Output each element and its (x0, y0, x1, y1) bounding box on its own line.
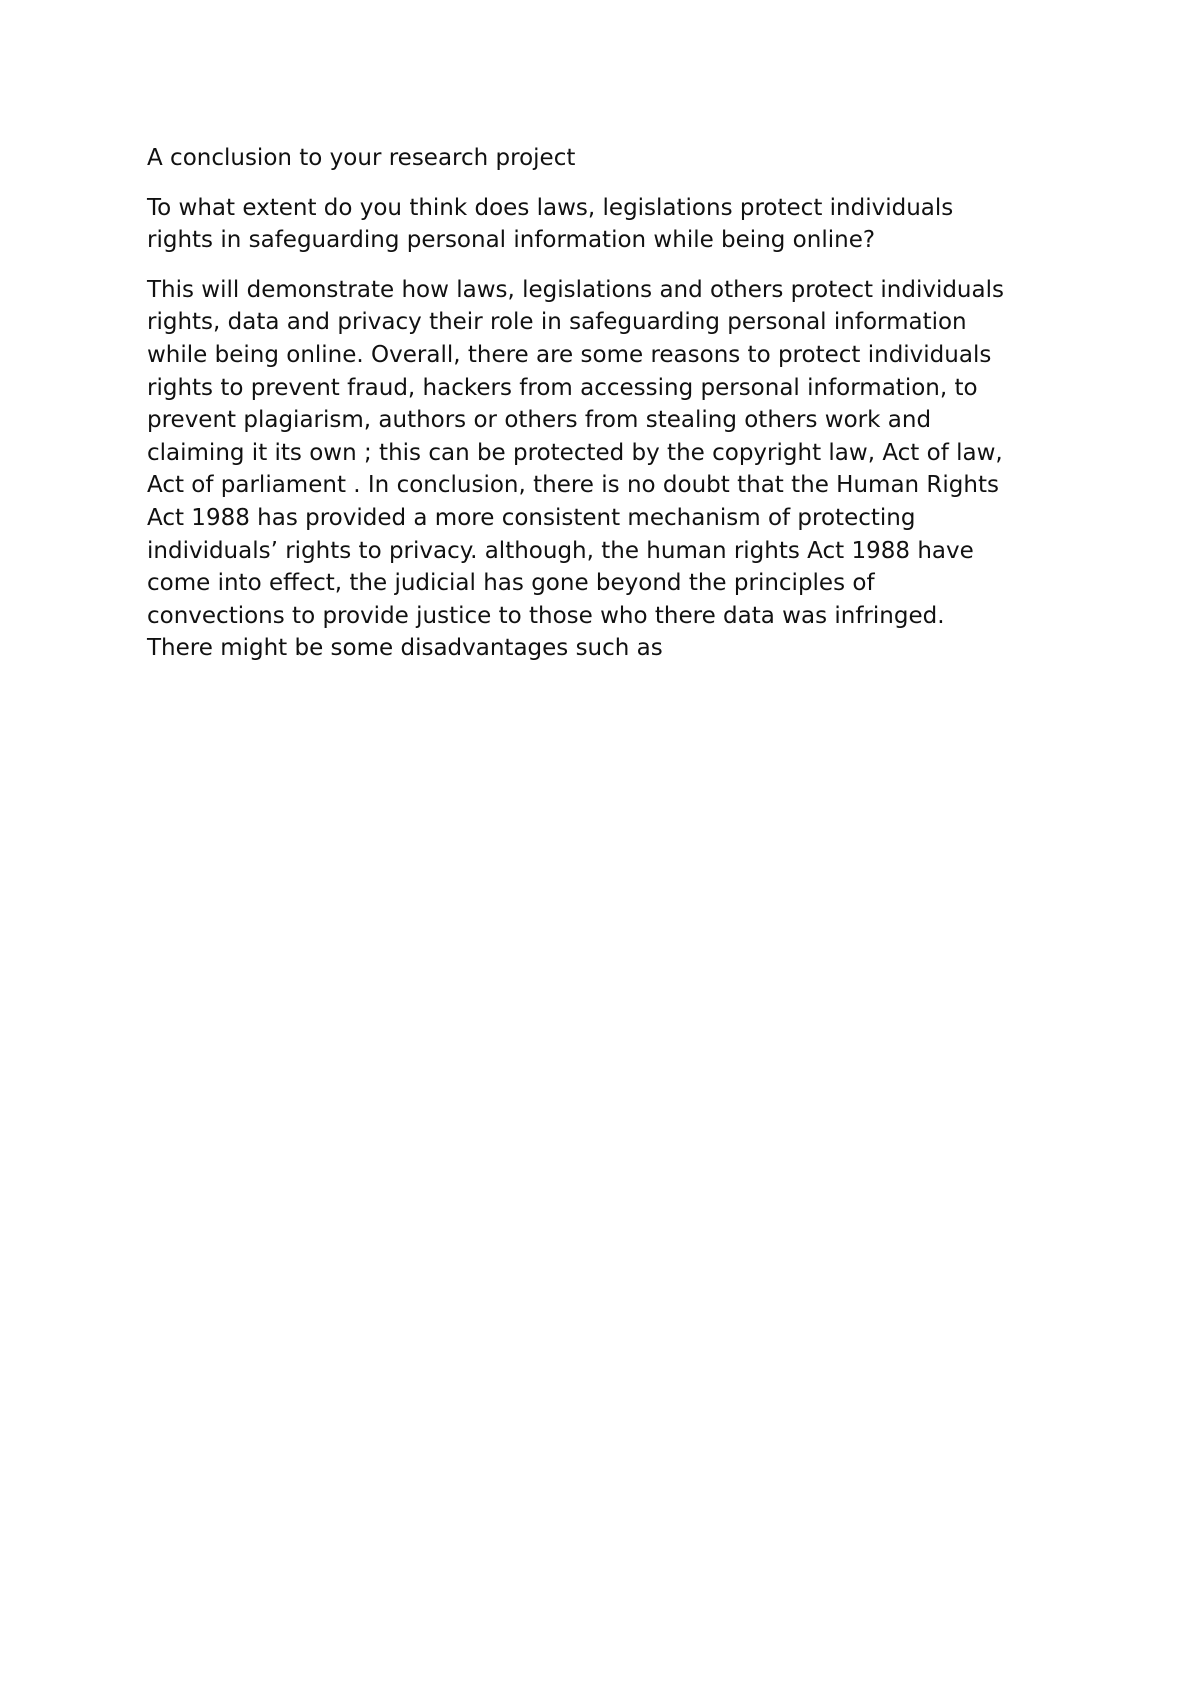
body-line: convections to provide justice to those who there data was infringed. (147, 602, 945, 629)
body-line: Act of parliament . In conclusion, there is no doubt that the Human Rights (147, 472, 999, 499)
body-line: rights, data and privacy their role in safeguarding personal information (147, 309, 967, 336)
body-line: while being online. Overall, there are some reasons to protect individuals (147, 341, 992, 368)
heading-paragraph (147, 142, 1067, 175)
body-line: This will demonstrate how laws, legislations and others protect individuals (147, 276, 1004, 303)
body-line: rights to prevent fraud, hackers from accessing personal information, to (147, 374, 978, 401)
body-line: prevent plagiarism, authors or others from stealing others work and (147, 407, 932, 434)
question-line: rights in safeguarding personal information while being online? (147, 227, 876, 254)
question-paragraph (147, 192, 1067, 257)
body-line: There might be some disadvantages such as (147, 635, 663, 662)
body-line: come into effect, the judicial has gone beyond the principles of (147, 570, 875, 597)
body-line: Act 1988 has provided a more consistent mechanism of protecting (147, 504, 916, 531)
body-paragraph (147, 274, 1067, 665)
document-content (147, 142, 1067, 665)
body-line: claiming it its own ; this can be protected by the copyright law, Act of law, (147, 439, 1003, 466)
question-line: To what extent do you think does laws, legislations protect individuals (147, 194, 954, 221)
body-line: individuals’ rights to privacy. although, the human rights Act 1988 have (147, 537, 974, 564)
document-heading: A conclusion to your research project (147, 145, 576, 171)
